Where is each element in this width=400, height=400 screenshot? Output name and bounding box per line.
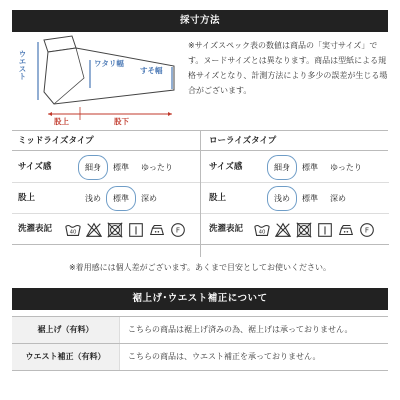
fit-option: ゆったり [330,163,362,172]
iron-medium-icon [148,221,166,239]
fit-label: サイズ感 [18,162,52,172]
fit-options [271,152,365,183]
rise-option: 深め [141,194,157,203]
line-dry-icon [316,221,334,239]
fit-option: ゆったり [141,163,173,172]
iron-medium-icon [337,221,355,239]
type-column-mid [12,131,200,257]
thigh-label: ワタリ幅 [94,59,124,68]
fit-row [12,152,200,183]
no-tumble-dry-icon [106,221,124,239]
rise-row-label: 股上 [18,193,36,203]
no-bleach-icon [85,221,103,239]
rise-option: 深め [330,194,346,203]
laundry-label: 洗濯表記 [209,224,244,234]
pants-diagram [14,34,184,124]
type-title: ローライズタイプ [201,131,388,151]
fit-options [82,152,176,183]
no-tumble-dry-icon [295,221,313,239]
rise-option: 標準 [110,191,132,206]
fit-option: 細身 [82,160,104,175]
laundry-label: 洗濯表記 [18,224,53,234]
rise-row-label: 股上 [209,193,227,203]
type-column-low [200,131,388,257]
fit-row [201,152,389,183]
svg-text:40: 40 [258,229,266,236]
rise-row [201,183,389,214]
waist-label: ウエスト [18,50,27,80]
fit-option: 標準 [302,163,318,172]
fit-option: 標準 [113,163,129,172]
inseam-label: 股下 [114,117,129,126]
laundry-row [201,214,389,245]
wash-40-icon [64,221,82,239]
rise-label: 股上 [54,117,69,126]
rise-option: 浅め [85,194,101,203]
alteration-label: 裾上げ（有料） [12,317,120,343]
alteration-text: こちらの商品は裾上げ済みの為、裾上げは承っておりません。 [128,325,353,334]
type-grid [12,130,388,256]
svg-text:F: F [175,225,181,235]
line-dry-icon [127,221,145,239]
alteration-row [12,317,388,344]
alteration-label: ウエスト補正（有料） [12,344,120,370]
laundry-icons [253,219,376,240]
rise-option: 浅め [271,191,293,206]
svg-text:F: F [364,225,370,235]
measure-header: 採寸方法 [12,10,388,32]
dry-clean-f-icon [358,221,376,239]
no-bleach-icon [274,221,292,239]
alteration-text: こちらの商品は、ウエスト補正を承っておりません。 [128,352,321,361]
pants-illustration [14,34,184,124]
alteration-header: 裾上げ･ウエスト補正について [12,288,388,310]
fit-label: サイズ感 [209,162,243,172]
rise-option: 標準 [302,194,318,203]
alteration-row [12,344,388,371]
rise-row [12,183,200,214]
fit-option: 細身 [271,160,293,175]
laundry-icons [64,219,187,240]
rise-options [271,183,349,214]
wash-40-icon [253,221,271,239]
fit-footnote: ※着用感には個人差がございます。あくまで目安としてお使いください。 [68,263,332,272]
measure-note: ※サイズスペック表の数値は商品の「実寸サイズ」です。ヌードサイズとは異なります。商品は型紙による規格サイズとなり、計測方法により多少の誤差が生じる場合がございます。 [188,41,388,95]
dry-clean-f-icon [169,221,187,239]
type-title: ミッドライズタイプ [12,131,200,151]
laundry-row [12,214,200,245]
hem-label: すそ幅 [140,66,163,75]
rise-options [82,183,160,214]
alteration-table [12,316,388,371]
svg-text:40: 40 [69,229,77,236]
